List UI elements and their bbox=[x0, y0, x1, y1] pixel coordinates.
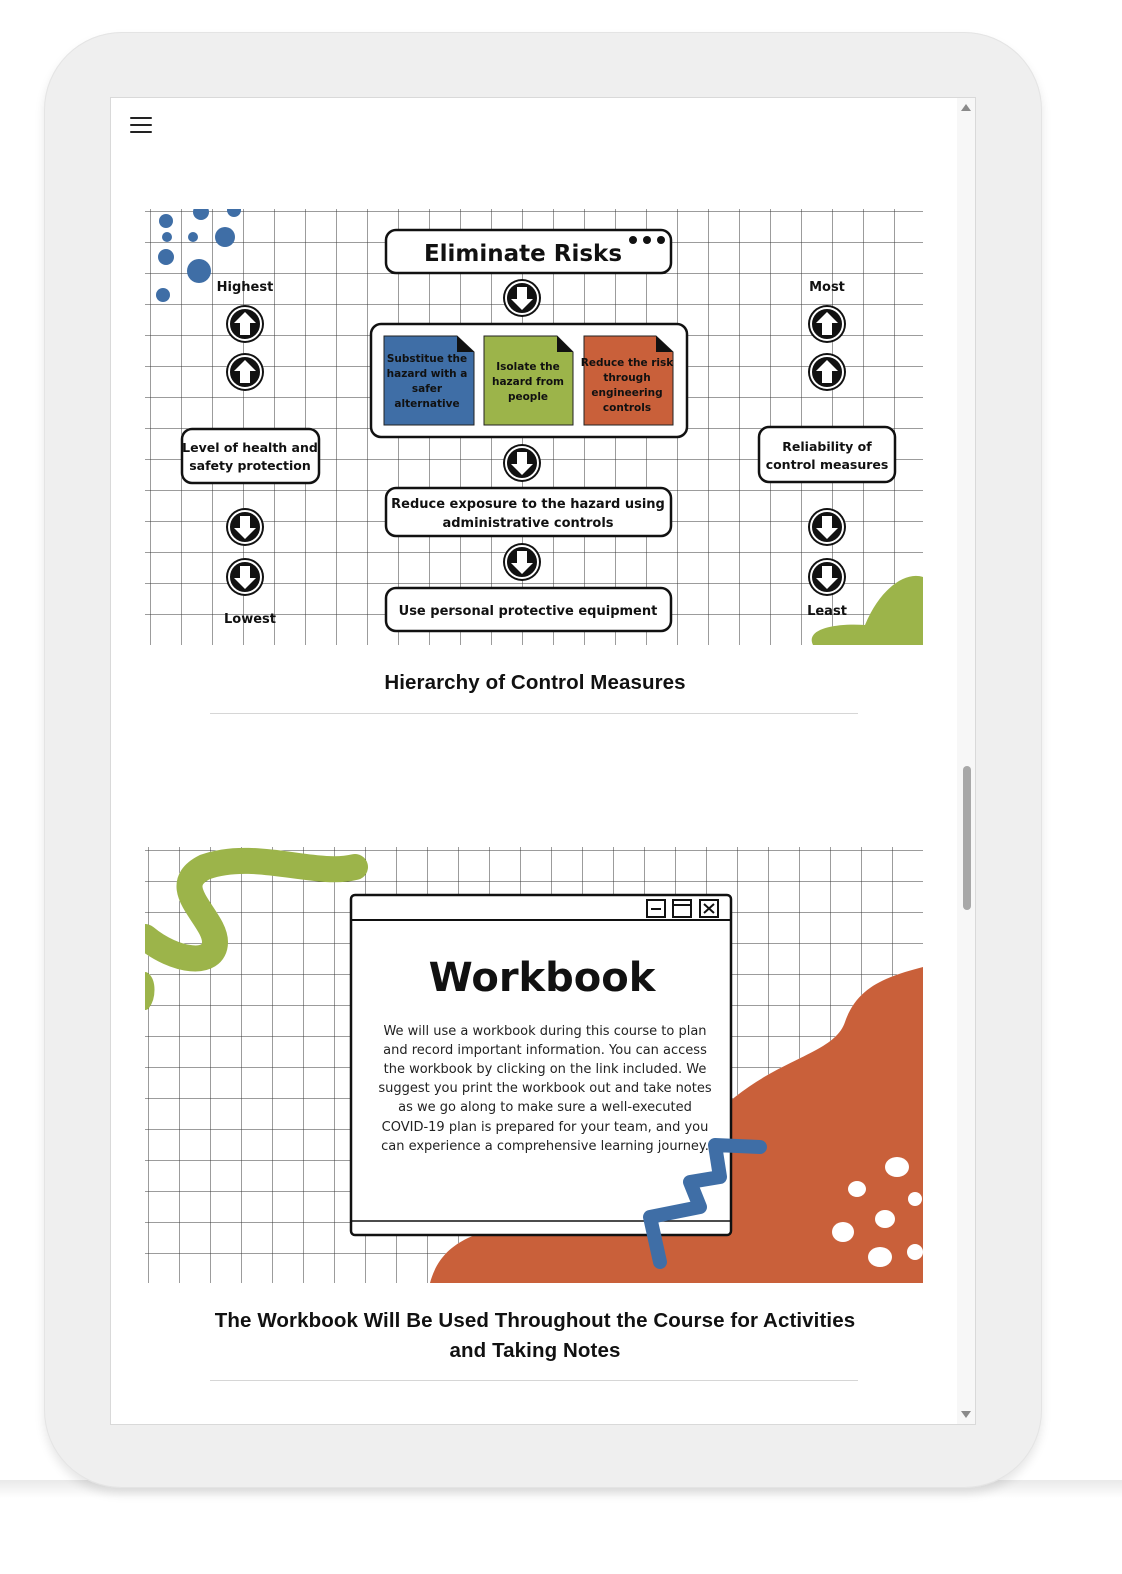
svg-text:hazard from: hazard from bbox=[491, 376, 565, 388]
label-lowest: Lowest bbox=[224, 612, 276, 627]
svg-text:engineering: engineering bbox=[591, 387, 663, 399]
label-least: Least bbox=[807, 604, 847, 619]
hierarchy-caption: Hierarchy of Control Measures bbox=[384, 671, 686, 694]
divider bbox=[210, 713, 858, 714]
svg-text:hazard with a: hazard with a bbox=[386, 368, 468, 380]
scroll-up-arrow-icon[interactable] bbox=[961, 104, 971, 111]
svg-text:Isolate the: Isolate the bbox=[496, 361, 560, 373]
svg-text:Reliability of: Reliability of bbox=[782, 439, 872, 454]
screen bbox=[110, 97, 976, 1425]
workbook-description bbox=[378, 1024, 712, 1154]
workbook-image bbox=[145, 847, 923, 1283]
hierarchy-diagram-image bbox=[145, 209, 923, 645]
svg-text:controls: controls bbox=[602, 402, 652, 414]
divider bbox=[210, 1380, 858, 1381]
svg-text:We will use a workbook during: We will use a workbook during this course to plan bbox=[383, 1024, 707, 1039]
workbook-illustration bbox=[145, 847, 923, 1283]
svg-text:Substitue the: Substitue the bbox=[386, 353, 468, 365]
svg-text:suggest you print the workbook: suggest you print the workbook out and take notes bbox=[378, 1081, 712, 1096]
vertical-scrollbar[interactable] bbox=[957, 98, 975, 1424]
svg-text:control measures: control measures bbox=[765, 457, 889, 472]
diagram-title: Eliminate Risks bbox=[423, 241, 623, 267]
ppe-label: Use personal protective equipment bbox=[398, 604, 658, 619]
admin-controls-line1: Reduce exposure to the hazard using bbox=[391, 497, 665, 512]
svg-text:can experience a comprehensive: can experience a comprehensive learning journey. bbox=[381, 1139, 709, 1154]
scroll-down-arrow-icon[interactable] bbox=[961, 1411, 971, 1418]
svg-text:COVID-19 plan is prepared for: COVID-19 plan is prepared for your team, and you bbox=[381, 1120, 709, 1135]
workbook-caption: The Workbook Will Be Used Throughout the Course for Activities and Taking Notes bbox=[214, 1309, 856, 1362]
hierarchy-diagram bbox=[145, 209, 923, 645]
label-highest: Highest bbox=[216, 280, 274, 295]
svg-text:and record important informati: and record important information. You can access bbox=[383, 1043, 707, 1058]
svg-text:the workbook by clicking on th: the workbook by clicking on the link included. We bbox=[383, 1062, 707, 1077]
svg-text:alternative: alternative bbox=[394, 398, 460, 410]
svg-text:people: people bbox=[507, 391, 549, 403]
svg-text:safety protection: safety protection bbox=[189, 458, 311, 473]
svg-text:through: through bbox=[603, 372, 651, 384]
label-most: Most bbox=[809, 280, 845, 295]
admin-controls-line2: administrative controls bbox=[442, 516, 614, 531]
card-substitute bbox=[384, 336, 474, 425]
hamburger-menu-icon[interactable] bbox=[128, 114, 154, 136]
workbook-title: Workbook bbox=[428, 955, 656, 1001]
svg-text:as we go along to make sure a: as we go along to make sure a well-executed bbox=[398, 1100, 692, 1115]
card-isolate bbox=[484, 336, 573, 425]
svg-text:Reduce the risk: Reduce the risk bbox=[580, 357, 674, 369]
svg-text:safer: safer bbox=[411, 383, 443, 395]
card-engineering bbox=[581, 336, 674, 425]
scrollbar-thumb[interactable] bbox=[963, 766, 971, 910]
svg-text:Level of health and: Level of health and bbox=[182, 440, 318, 455]
